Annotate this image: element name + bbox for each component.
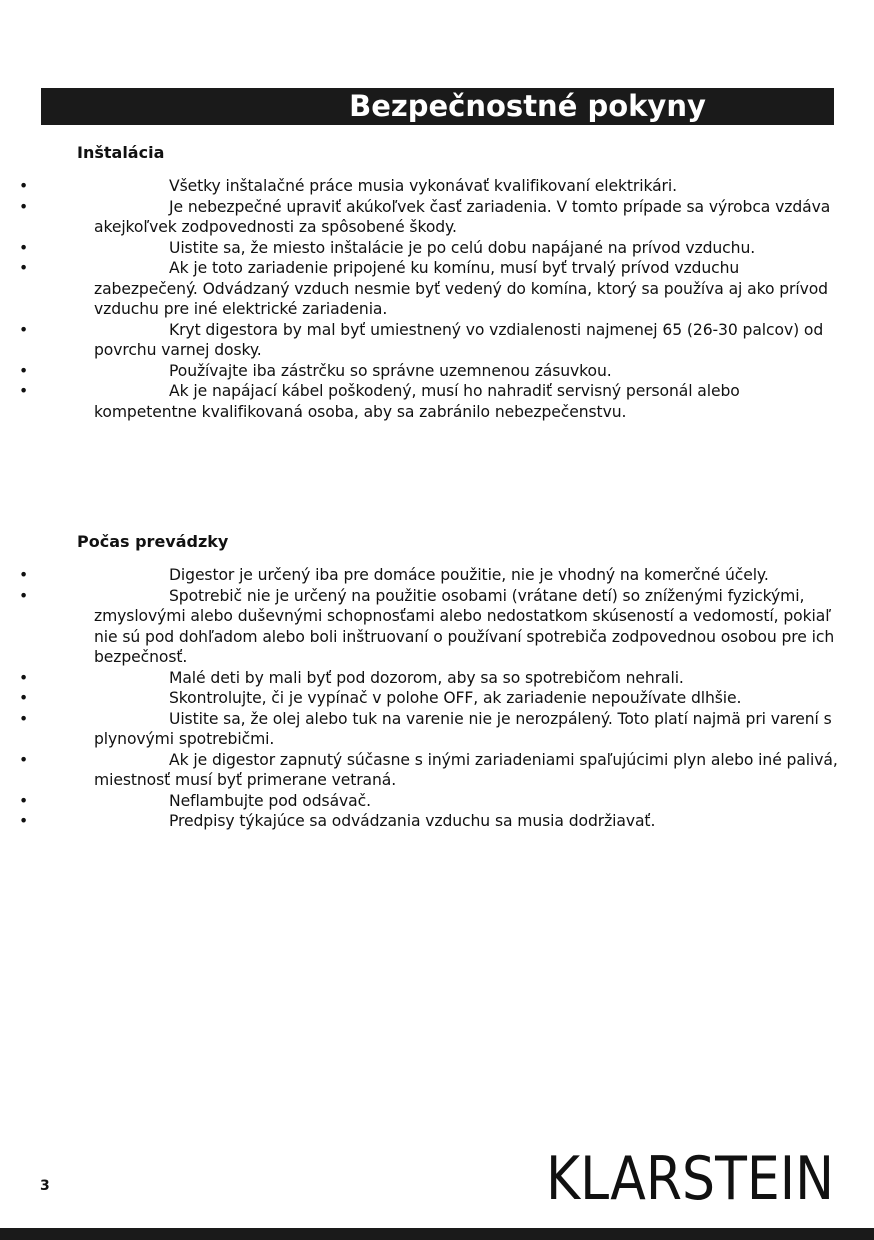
- title-bar: [41, 88, 834, 125]
- list-item-text: Uistite sa, že miesto inštalácie je po celú dobu napájané na prívod vzduchu.: [169, 238, 756, 257]
- bullet-icon: •: [19, 259, 29, 277]
- bullet-icon: •: [19, 812, 29, 830]
- brand-logo: [545, 1144, 835, 1214]
- list-item-text: Ak je digestor zapnutý súčasne s inými zariadeniami spaľujúcimi plyn alebo iné palivá, miestnosť musí byť primerane vetraná.: [94, 750, 838, 789]
- brand-logo-text: KLARSTEIN: [546, 1144, 834, 1214]
- list-item: [19, 238, 839, 259]
- list-item: [19, 811, 839, 832]
- bottom-bar: [0, 1228, 874, 1240]
- list-item-text: Používajte iba zástrčku so správne uzemnenou zásuvkou.: [169, 361, 612, 380]
- bullet-icon: •: [19, 709, 29, 728]
- page-title: Bezpečnostné pokyny: [349, 89, 706, 123]
- bullet-icon: •: [19, 791, 29, 810]
- page-number: 3: [40, 1178, 50, 1194]
- list-item-text: Všetky inštalačné práce musia vykonávať kvalifikovaní elektrikári.: [169, 177, 677, 195]
- operation-heading: Počas prevádzky: [77, 532, 229, 551]
- list-item-text: Spotrebič nie je určený na použitie osobami (vrátane detí) so zníženými fyzickými, zmyslovými alebo duševnými schopnosťami alebo nedostatkom skúseností a vedomostí, pokiaľ nie sú pod dohľadom alebo boli inštruovaní o používaní spotrebiča zodpovednou osobou pre ich bezpečnosť.: [94, 586, 835, 666]
- bullet-icon: •: [19, 586, 29, 605]
- operation-list: [19, 565, 839, 832]
- list-item-text: Ak je toto zariadenie pripojené ku komínu, musí byť trvalý prívod vzduchu zabezpečený. Odvádzaný vzduch nesmie byť vedený do komína, ktorý sa používa aj ako prívod vzduchu pre iné elektrické zariadenia.: [94, 259, 828, 318]
- list-item: [19, 361, 839, 382]
- list-item: [19, 320, 839, 361]
- list-item: [19, 791, 839, 812]
- list-item: [19, 688, 839, 709]
- bullet-icon: •: [19, 177, 29, 195]
- installation-list: [19, 176, 839, 422]
- list-item: [19, 381, 839, 422]
- list-item-text: Ak je napájací kábel poškodený, musí ho nahradiť servisný personál alebo kompetentne kvalifikovaná osoba, aby sa zabránilo nebezpečenstvu.: [94, 382, 740, 421]
- list-item: [19, 197, 839, 238]
- bullet-icon: •: [19, 382, 29, 400]
- bullet-icon: •: [19, 238, 29, 257]
- list-item-text: Malé deti by mali byť pod dozorom, aby sa so spotrebičom nehrali.: [169, 668, 684, 687]
- bullet-icon: •: [19, 361, 29, 380]
- bullet-icon: •: [19, 566, 29, 584]
- list-item-text: Neflambujte pod odsávač.: [169, 791, 371, 810]
- list-item-text: Uistite sa, že olej alebo tuk na varenie nie je nerozpálený. Toto platí najmä pri varení s plynovými spotrebičmi.: [94, 709, 832, 748]
- list-item: [19, 750, 839, 791]
- list-item-text: Skontrolujte, či je vypínač v polohe OFF, ak zariadenie nepoužívate dlhšie.: [169, 689, 742, 707]
- list-item: [19, 586, 839, 668]
- bullet-icon: •: [19, 320, 29, 339]
- bullet-icon: •: [19, 197, 29, 216]
- installation-heading: Inštalácia: [77, 143, 165, 162]
- bullet-icon: •: [19, 750, 29, 769]
- list-item-text: Je nebezpečné upraviť akúkoľvek časť zariadenia. V tomto prípade sa výrobca vzdáva akejkoľvek zodpovednosti za spôsobené škody.: [94, 197, 831, 236]
- list-item-text: Predpisy týkajúce sa odvádzania vzduchu sa musia dodržiavať.: [169, 812, 656, 830]
- list-item: [19, 258, 839, 320]
- list-item: [19, 176, 839, 197]
- list-item-text: Kryt digestora by mal byť umiestnený vo vzdialenosti najmenej 65 (26-30 palcov) od povrchu varnej dosky.: [94, 320, 824, 359]
- list-item: [19, 565, 839, 586]
- list-item: [19, 668, 839, 689]
- bullet-icon: •: [19, 689, 29, 707]
- list-item-text: Digestor je určený iba pre domáce použitie, nie je vhodný na komerčné účely.: [169, 566, 769, 584]
- list-item: [19, 709, 839, 750]
- bullet-icon: •: [19, 668, 29, 687]
